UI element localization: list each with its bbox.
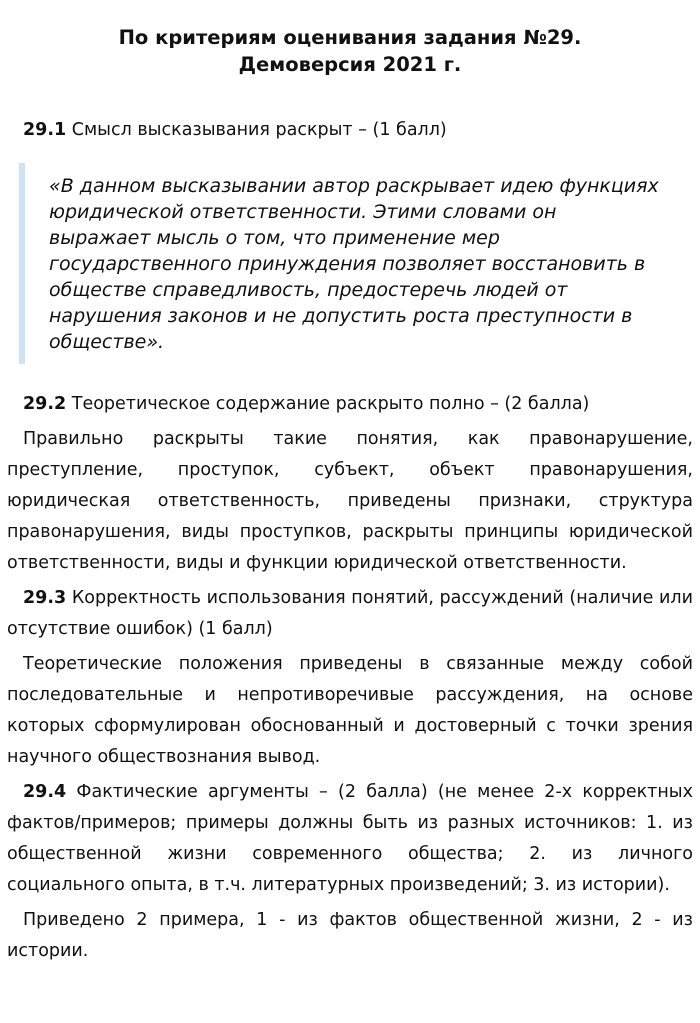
criterion-number: 29.3 [23, 588, 67, 608]
quote-text: «В данном высказывании автор раскрывает идею функциях юридической ответственности. Этими словами он выражает мысль о том, что применение мер государственного принуждения позволяет восстановить в обществе справедливость, предостеречь людей от нарушения законов и не допустить роста преступности в обществе». [49, 175, 659, 353]
title-line-2: Демоверсия 2021 г. [238, 53, 462, 76]
criterion-text: Корректность использования понятий, рассуждений (наличие или отсутствие ошибок) (1 балл) [7, 588, 693, 639]
paragraph-theory: Правильно раскрыты такие понятия, как правонарушение, преступление, проступок, субъект, объект правонарушения, юридическая ответственность, приведены признаки, структура правонарушения, виды проступков, раскрыты принципы юридической ответственности, виды и функции юридической ответственности. [7, 429, 693, 573]
criterion-number: 29.2 [23, 394, 67, 414]
quote-block [19, 163, 693, 364]
criterion-text: Фактические аргументы – (2 балла) (не менее 2-х корректных фактов/примеров; примеры должны быть из разных источников: 1. из общественной жизни современного общества; 2. из личного социального опыта, в т.ч. литературных произведений; 3. из истории). [7, 782, 693, 895]
criterion-29-3 [7, 583, 693, 645]
criterion-29-1 [7, 115, 693, 146]
criterion-29-4 [7, 777, 693, 901]
paragraph-reasoning: Теоретические положения приведены в связанные между собой последовательные и непротиворечивые рассуждения, на основе которых сформулирован обоснованный и достоверный с точки зрения научного обществознания вывод. [7, 654, 693, 767]
criterion-number: 29.4 [23, 782, 67, 802]
page-title [7, 0, 693, 78]
paragraph-examples: Приведено 2 примера, 1 - из фактов общественной жизни, 2 - из истории. [7, 910, 693, 961]
criterion-text: Смысл высказывания раскрыт – (1 балл) [71, 120, 447, 140]
criterion-number: 29.1 [23, 120, 67, 140]
title-line-1: По критериям оценивания задания №29. [118, 26, 582, 49]
criterion-29-2 [7, 389, 693, 420]
criterion-text: Теоретическое содержание раскрыто полно – (2 балла) [71, 394, 590, 414]
